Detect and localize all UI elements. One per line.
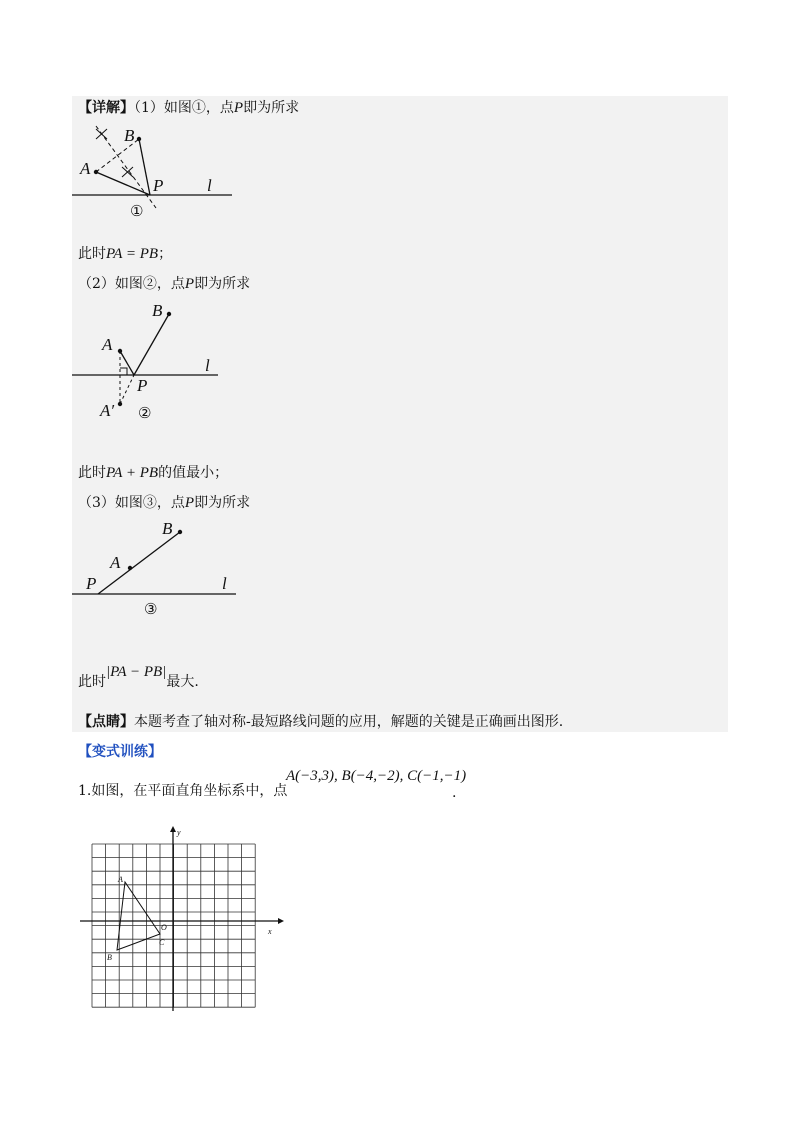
fig2-label-l: l [205,356,210,375]
fig1-label-a: A [80,159,91,178]
grid-label-b: B [107,953,112,962]
result3-suffix: 最大. [166,674,199,690]
figure-3 [72,518,242,628]
question-1-end: . [452,785,457,801]
result3-prefix: 此时 [78,674,106,690]
fig1-label-l: l [207,176,212,195]
fig2-label-a-prime: A′ [100,401,115,420]
part3-line [78,494,250,512]
x-axis-arrow [278,918,284,924]
fig2-point-a-prime [118,402,122,406]
part3-text: （3）如图③，点 [78,495,185,511]
result3-line [78,664,199,691]
fig2-label-a: A [102,335,113,354]
coordinate-grid-figure [80,826,280,1011]
detail-tag: 【详解】 [78,100,134,116]
fig3-point-a [128,566,132,570]
part2-line [78,275,250,293]
comment-text: 本题考查了轴对称-最短路线问题的应用，解题的关键是正确画出图形. [134,714,564,730]
part2-text: （2）如图②，点 [78,276,185,292]
result2-formula: PA + PB [106,465,159,481]
result1-suffix: ； [158,246,173,262]
fig3-label-l: l [222,574,227,593]
fig1-arc-mark-top [96,129,107,139]
part1-line [78,99,299,117]
origin-label: O [161,923,167,932]
part1-text: （1）如图①，点 [134,100,234,116]
result1-line [78,245,172,263]
question-1-points: A(−3,3), B(−4,−2), C(−1,−1) [286,768,467,784]
figure-1 [72,118,242,228]
fig3-label-p: P [86,574,97,593]
fig2-point-a [118,349,122,353]
exercise-heading: 【变式训练】 [78,744,162,760]
result2-line [78,464,228,482]
result1-prefix: 此时 [78,246,106,262]
triangle-abc [117,882,160,950]
fig2-point-b [167,312,171,316]
fig3-label-b: B [162,519,173,538]
fig2-number: ② [138,404,152,422]
grid-label-a: A [118,875,123,884]
fig1-label-b: B [124,126,135,145]
grid-label-c: C [159,938,165,947]
part3-point: P [184,495,195,511]
fig1-point-a [94,170,98,174]
fig2-label-b: B [152,301,163,320]
fig2-segment-bp [134,314,169,375]
fig2-right-angle-mark [120,368,127,375]
y-axis-arrow [170,826,176,832]
result2-suffix: 的值最小； [158,465,229,481]
y-axis-label: y [177,828,181,837]
result2-prefix: 此时 [78,465,106,481]
comment-tag: 【点睛】 [78,714,134,730]
fig1-point-b [137,137,141,141]
x-axis-label: x [268,927,272,936]
part2-tail: 即为所求 [194,276,251,292]
question-1-text: 1.如图，在平面直角坐标系中，点 [78,783,288,799]
part2-point: P [184,276,195,292]
fig1-segment-bp [139,139,150,195]
result1-formula: PA = PB [106,246,159,262]
fig3-label-a: A [110,553,121,572]
part1-tail: 即为所求 [243,100,300,116]
fig1-number: ① [130,202,144,220]
part3-tail: 即为所求 [194,495,251,511]
fig3-number: ③ [144,600,158,618]
fig2-segment-a-prime-p [120,375,134,404]
figure-2 [72,298,232,428]
fig2-label-p: P [137,376,148,395]
result3-formula: |PA − PB| [106,664,167,680]
fig1-label-p: P [153,176,164,195]
part1-point: P [233,100,244,116]
fig3-point-b [178,530,182,534]
comment-line [78,713,563,731]
